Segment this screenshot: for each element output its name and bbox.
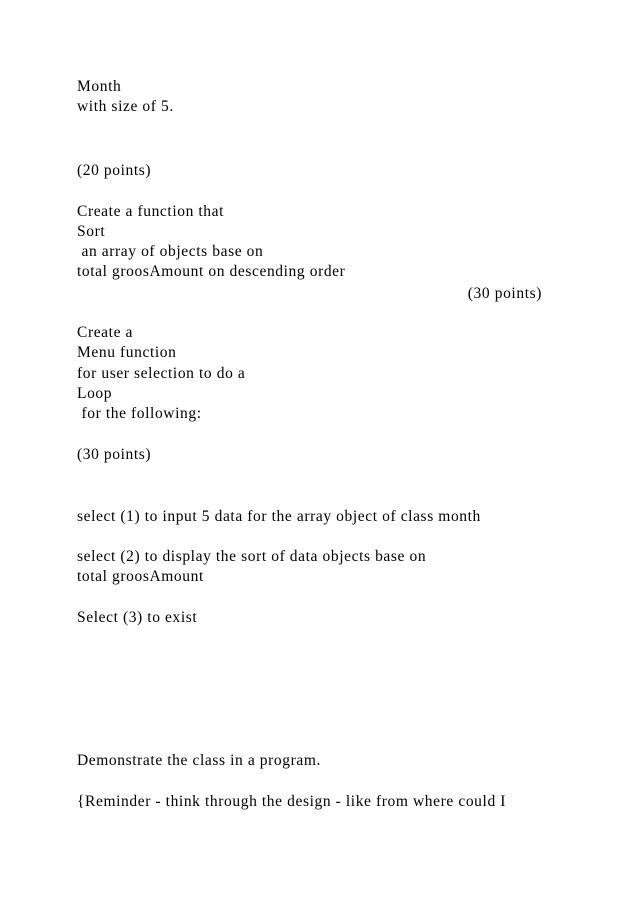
text-line-points-20: (20 points)	[77, 162, 152, 179]
text-line-select-1: select (1) to input 5 data for the array object of class month	[77, 508, 481, 525]
text-line-select-3: Select (3) to exist	[77, 609, 198, 626]
text-line-total-gross: total groosAmount	[77, 568, 204, 585]
text-line-descending: total groosAmount on descending order	[77, 263, 346, 280]
text-line-select-2: select (2) to display the sort of data objects base on	[77, 548, 427, 565]
text-line-array-objects: an array of objects base on	[77, 243, 264, 260]
text-line-month: Month	[77, 78, 122, 95]
text-line-size: with size of 5.	[77, 98, 174, 115]
text-line-user-selection: for user selection to do a	[77, 365, 246, 382]
text-line-points-30-b: (30 points)	[77, 446, 152, 463]
text-line-reminder: {Reminder - think through the design - like from where could I	[77, 793, 507, 810]
text-line-loop: Loop	[77, 385, 113, 402]
text-line-create-a: Create a	[77, 324, 133, 341]
text-line-demonstrate: Demonstrate the class in a program.	[77, 752, 321, 769]
text-line-points-30-a: (30 points)	[467, 285, 542, 302]
text-line-sort: Sort	[77, 223, 106, 240]
text-line-create-function: Create a function that	[77, 203, 225, 220]
text-line-following: for the following:	[77, 405, 202, 422]
text-line-menu-function: Menu function	[77, 344, 177, 361]
